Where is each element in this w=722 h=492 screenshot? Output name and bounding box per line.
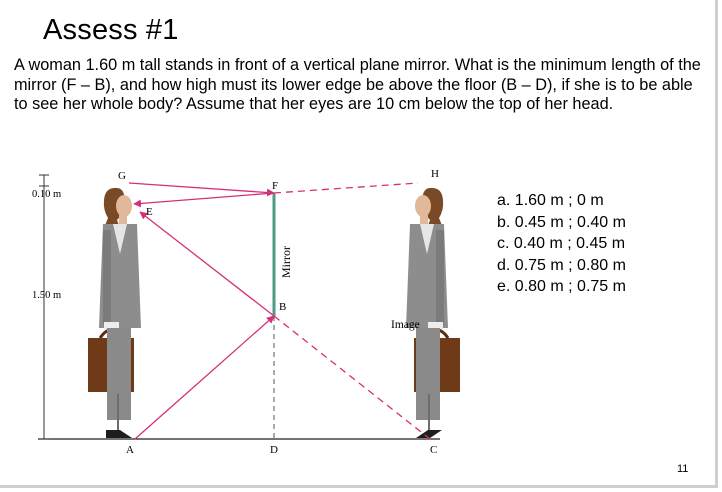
label-f: F xyxy=(272,180,279,192)
label-e: E xyxy=(146,206,153,218)
label-g: G xyxy=(118,170,126,182)
woman-figure xyxy=(88,188,141,438)
question-text: A woman 1.60 m tall stands in front of a vertical plane mirror. What is the minimum length of the mirror (F – B), and how high must its lower edge be above the floor (B – D), if she is to be able to see her whole body? Assume that her eyes are 10 cm below the top of her head. xyxy=(14,56,701,113)
mirror-diagram xyxy=(0,150,490,465)
virtual-rays xyxy=(274,183,430,439)
answer-options xyxy=(497,190,626,298)
dim-main-label: 1.50 m xyxy=(32,290,62,301)
image-label: Image xyxy=(391,319,420,331)
option-a[interactable]: a. 1.60 m ; 0 m xyxy=(497,192,604,209)
dim-top-label: 0.10 m xyxy=(32,189,62,200)
option-c[interactable]: c. 0.40 m ; 0.45 m xyxy=(497,235,626,252)
label-b: B xyxy=(279,301,287,313)
option-b[interactable]: b. 0.45 m ; 0.40 m xyxy=(497,213,626,231)
mirror-label: Mirror xyxy=(279,246,293,278)
image-figure xyxy=(406,188,460,438)
label-a: A xyxy=(126,444,134,456)
slide-title: Assess #1 xyxy=(43,14,179,46)
dimension-marker xyxy=(39,175,49,439)
label-d: D xyxy=(270,444,278,456)
option-e[interactable]: e. 0.80 m ; 0.75 m xyxy=(497,278,626,295)
label-h: H xyxy=(431,168,439,180)
page-number: 11 xyxy=(677,463,689,475)
option-d[interactable]: d. 0.75 m ; 0.80 m xyxy=(497,256,626,274)
label-c: C xyxy=(430,444,438,456)
light-rays xyxy=(129,183,274,439)
